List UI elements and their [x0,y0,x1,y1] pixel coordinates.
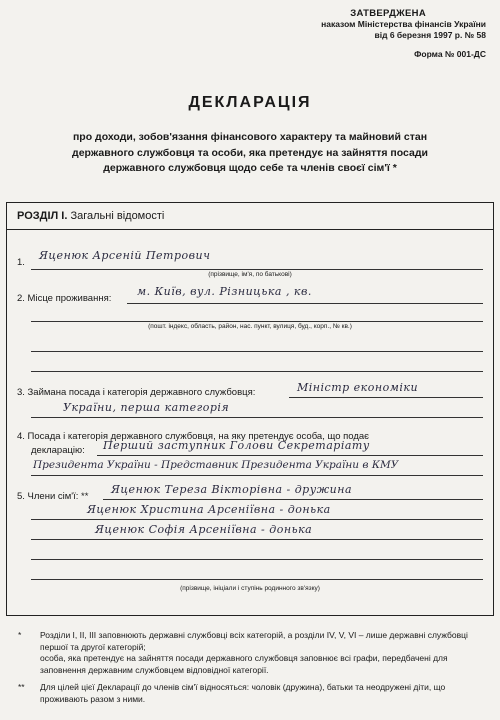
section-frame [6,202,494,616]
field-5-value-3: Яценюк Софія Арсеніївна - донька [95,523,313,536]
field-1-hint: (прізвище, ім'я, по батькові) [208,271,292,278]
field-2-value: м. Київ, вул. Різницька , кв. [137,285,312,298]
footnote-2-mark: ** [18,682,25,692]
field-5-hint: (прізвище, ініціали і ступінь родинного зв'язку) [180,585,320,592]
approval-line-2: від 6 березня 1997 р. № 58 [374,30,486,40]
field-5-line-4 [31,559,483,560]
field-2-line-3 [31,351,483,352]
field-4-label: 4. Посада і категорія державного службовця, на яку претендує особа, що подає [17,431,370,442]
field-3-label: 3. Займана посада і категорія державного службовця: [17,387,256,398]
field-2-label: 2. Місце проживання: [17,293,112,304]
approval-stamp [246,8,486,60]
field-5-line [103,499,483,500]
subtitle-line-3: державного службовця щодо себе та членів своєї сім'ї * [103,162,397,174]
field-3-line-2 [31,417,483,418]
field-3-value-2: України, перша категорія [63,401,230,414]
field-5-value-2: Яценюк Христина Арсеніївна - донька [87,503,331,516]
footnotes [18,630,486,711]
field-4-line-2 [31,475,483,476]
footnote-1-text-b: особа, яка претендує на зайняття посади державного службовця заповнює всі графи, передбачені для заповнення державним службовцем відповідної категорії. [40,653,448,675]
field-3-value-1: Міністр економіки [297,381,419,394]
section-name: Загальні відомості [70,210,165,222]
form-number: Форма № 001-ДС [414,49,486,59]
field-4-value-1: Перший заступник Голови Секретаріату [103,439,370,452]
field-2-line-2 [31,321,483,322]
field-5-value-1: Яценюк Тереза Вікторівна - дружина [111,483,353,496]
field-4-line [97,455,483,456]
footnote-1-text: Розділи І, ІІ, ІІІ заповнюють державні службовці всіх категорій, а розділи IV, V, VI – лише державні службовці першої та другої категорій; [40,630,468,652]
footnote-2-text: Для цілей цієї Декларації до членів сім'ї відносяться: чоловік (дружина), батьки та неодружені діти, що проживають разом з ними. [40,682,446,704]
approval-line-1: наказом Міністерства фінансів України [321,19,486,29]
footnote-1-mark: * [18,630,22,640]
field-3-line [289,397,483,398]
field-1-number: 1. [17,257,25,268]
field-5-line-3 [31,539,483,540]
subtitle-line-1: про доходи, зобов'язання фінансового характеру та майновий стан [72,131,428,143]
field-5-line-5 [31,579,483,580]
field-2-hint: (пошт. індекс, область, район, нас. пункт, вулиця, буд., корп., № кв.) [148,323,352,330]
field-4-value-2: Президента України - Представник Президента України в КМУ [33,459,399,471]
section-header [7,203,493,230]
field-5-line-2 [31,519,483,520]
field-4-label-2: декларацію: [31,445,85,456]
field-2-line [127,303,483,304]
field-5-label: 5. Члени сім'ї: ** [17,491,89,502]
field-2-line-4 [31,371,483,372]
document-title: ДЕКЛАРАЦІЯ [188,94,312,111]
approval-head: ЗАТВЕРДЖЕНА [350,8,426,19]
subtitle-line-2: державного службовця та особи, яка претендує на зайняття посади [72,146,428,159]
footnote-1 [18,630,486,676]
field-1-value: Яценюк Арсеній Петрович [39,249,211,262]
field-1-line [31,269,483,270]
document-subtitle [40,130,460,177]
section-number: РОЗДІЛ І. [17,210,68,222]
footnote-2 [18,682,486,705]
